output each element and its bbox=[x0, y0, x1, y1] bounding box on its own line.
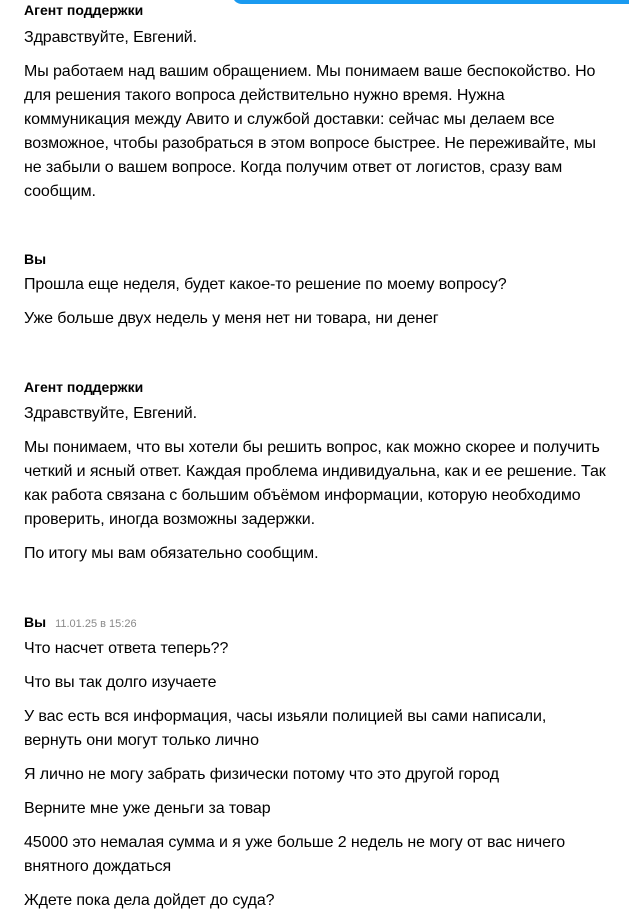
message-paragraph: Здравствуйте, Евгений. bbox=[24, 405, 197, 422]
message-timestamp: 11.01.25 в 15:26 bbox=[55, 618, 137, 630]
message-paragraph: Верните мне уже деньги за товар bbox=[24, 800, 271, 817]
message-support-1 bbox=[24, 0, 614, 200]
message-author: Вы bbox=[24, 251, 47, 267]
message-user-2 bbox=[24, 612, 614, 909]
message-paragraph: Уже больше двух недель у меня нет ни товара, ни денег bbox=[24, 310, 439, 327]
message-paragraph: По итогу мы вам обязательно сообщим. bbox=[24, 545, 319, 562]
message-author: Агент поддержки bbox=[24, 379, 144, 395]
message-paragraph: Я лично не могу забрать физически потому что это другой город bbox=[24, 766, 499, 783]
message-paragraph: Что вы так долго изучаете bbox=[24, 674, 217, 691]
message-paragraph: Здравствуйте, Евгений. bbox=[24, 29, 197, 46]
message-paragraph: Мы работаем над вашим обращением. Мы понимаем ваше беспокойство. Но для решения такого вопроса действительно нужно время. Нужна коммуникация между Авито и службой доставки: сейчас мы делаем все возможное, чтобы разобраться в этом вопросе быстрее. Не переживайте, мы не забыли о вашем вопросе. Когда получим ответ от логистов, сразу вам сообщим. bbox=[24, 63, 596, 200]
message-support-2 bbox=[24, 377, 614, 562]
message-paragraph: Мы понимаем, что вы хотели бы решить вопрос, как можно скорее и получить четкий и ясный ответ. Каждая проблема индивидуальна, как и ее решение. Так как работа связана с большим объёмом информации, которую необходимо проверить, иногда возможны задержки. bbox=[24, 439, 606, 528]
message-paragraph: Ждете пока дела дойдет до суда? bbox=[24, 892, 275, 909]
message-paragraph: 45000 это немалая сумма и я уже больше 2 недель не могу от вас ничего внятного дождаться bbox=[24, 834, 566, 875]
message-paragraph: Прошла еще неделя, будет какое-то решение по моему вопросу? bbox=[24, 276, 507, 293]
message-paragraph: Что насчет ответа теперь?? bbox=[24, 640, 229, 657]
message-author: Агент поддержки bbox=[24, 2, 144, 18]
message-paragraph: У вас есть вся информация, часы изьяли полицией вы сами написали, вернуть они могут только лично bbox=[24, 708, 547, 749]
message-user-1 bbox=[24, 249, 614, 327]
message-author: Вы bbox=[24, 614, 47, 630]
